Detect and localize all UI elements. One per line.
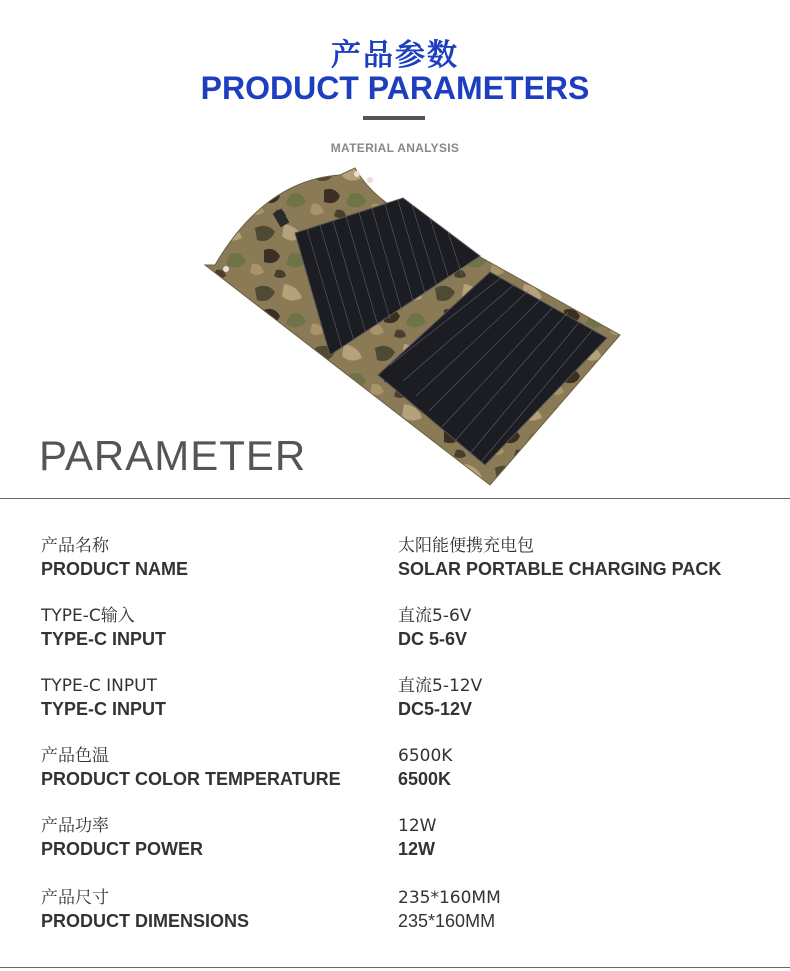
spec-value-en: 6500K [398,769,452,789]
spec-label-cn: 产品尺寸 [41,888,109,908]
spec-value-en: 235*160MM [398,911,496,931]
spec-label [41,887,249,933]
spec-value [398,815,436,861]
spec-label [41,745,341,791]
spec-value [398,675,482,721]
spec-row [0,745,790,805]
spec-label-cn: 产品名称 [41,536,109,556]
spec-value [398,605,471,651]
spec-value-cn: 太阳能便携充电包 [398,536,534,556]
page-title-cn: 产品参数 [331,38,459,73]
page-title-en: PRODUCT PARAMETERS [200,70,590,106]
material-analysis-label: MATERIAL ANALYSIS [330,141,460,155]
spec-label-en: TYPE-C INPUT [41,629,167,649]
spec-label [41,535,188,581]
spec-label-cn: 产品色温 [41,746,109,766]
spec-label-en: PRODUCT NAME [41,559,188,579]
spec-label-cn: TYPE-C INPUT [41,676,157,696]
spec-value [398,535,721,581]
spec-label-cn: TYPE-C输入 [41,606,135,626]
parameter-heading: PARAMETER [39,432,307,479]
spec-row [0,887,790,947]
spec-value-en: 12W [398,839,436,859]
spec-label-cn: 产品功率 [41,816,109,836]
spec-value-cn: 12W [398,816,437,836]
spec-label-en: PRODUCT POWER [41,839,203,859]
spec-row [0,535,790,595]
spec-value-cn: 直流5-12V [398,676,483,696]
spec-value-cn: 直流5-6V [398,606,472,626]
spec-row [0,815,790,875]
spec-value [398,887,501,933]
spec-value-cn: 6500K [398,746,453,766]
spec-row [0,605,790,665]
spec-label-en: TYPE-C INPUT [41,699,167,719]
divider-top [0,498,790,499]
spec-label-en: PRODUCT COLOR TEMPERATURE [41,769,341,789]
spec-value-en: DC 5-6V [398,629,468,649]
spec-label-en: PRODUCT DIMENSIONS [41,911,250,931]
spec-value-cn: 235*160MM [398,888,501,908]
spec-label [41,605,166,651]
spec-value-en: SOLAR PORTABLE CHARGING PACK [398,559,722,579]
spec-row [0,675,790,735]
spec-value-en: DC5-12V [398,699,473,719]
title-underline [363,116,425,120]
spec-value [398,745,452,791]
divider-bottom [0,967,790,968]
spec-label [41,815,203,861]
spec-label [41,675,166,721]
